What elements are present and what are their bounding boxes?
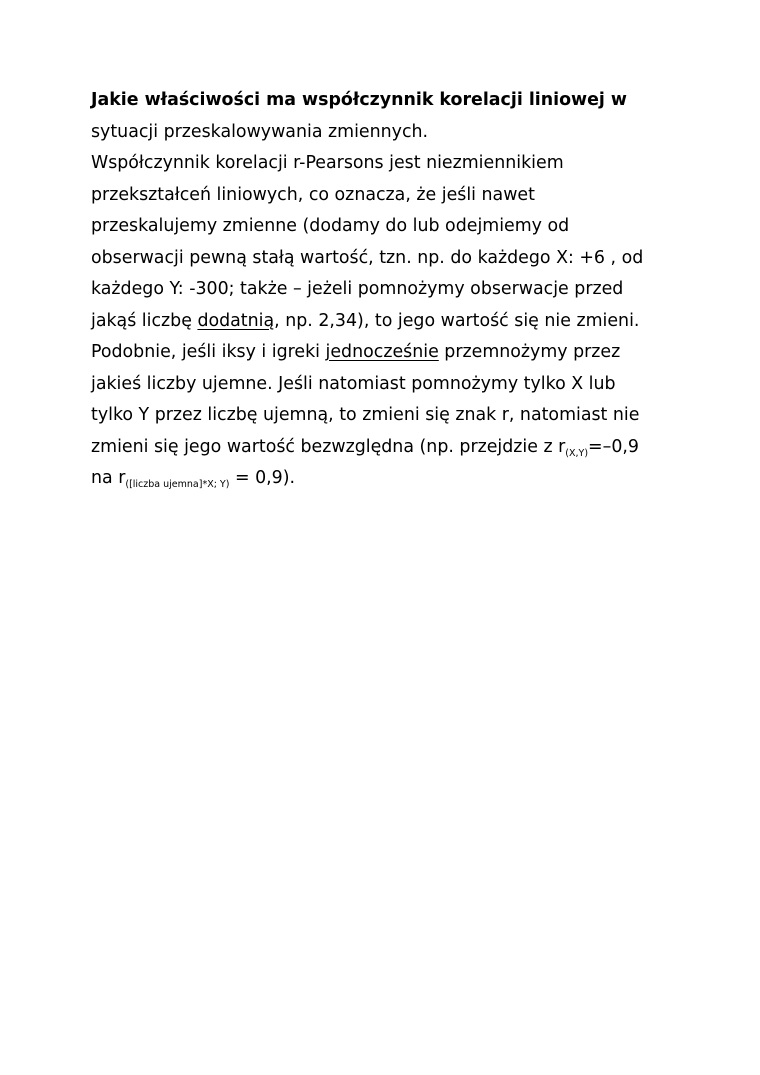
answer-line: tylko Y przez liczbę ujemną, to zmieni się znak r, natomiast nie xyxy=(91,405,640,425)
answer-text: =–0,9 xyxy=(588,436,639,457)
document-body xyxy=(91,85,691,495)
question-heading-continuation: sytuacji przeskalowywania zmiennych. xyxy=(91,121,429,142)
answer-line: jakieś liczby ujemne. Jeśli natomiast pomnożymy tylko X lub xyxy=(91,373,616,394)
answer-text: przemnożymy przez xyxy=(438,342,621,362)
answer-line xyxy=(91,463,691,495)
answer-text: na r xyxy=(91,468,126,488)
answer-text: zmieni się jego wartość bezwzględna (np. przejdzie z r xyxy=(91,436,566,457)
answer-line xyxy=(91,306,691,338)
answer-line: przeskalujemy zmienne (dodamy do lub odejmiemy od xyxy=(91,216,570,236)
answer-line xyxy=(91,432,691,464)
answer-line: Współczynnik korelacji r-Pearsons jest niezmiennikiem xyxy=(91,153,564,173)
answer-text: = 0,9). xyxy=(229,468,296,488)
subscript-negative-x-y: ([liczba ujemna]*X; Y) xyxy=(125,479,230,490)
question-heading: Jakie właściwości ma współczynnik korelacji liniowej w xyxy=(91,90,627,110)
answer-text: jakąś liczbę xyxy=(91,310,198,331)
underlined-term-positive: dodatnią xyxy=(197,310,275,331)
subscript-xy: (X,Y) xyxy=(565,447,589,459)
answer-line: każdego Y: -300; także – jeżeli pomnożymy obserwacje przed xyxy=(91,279,624,299)
answer-text: , np. 2,34), to jego wartość się nie zmieni. xyxy=(274,310,640,331)
underlined-term-simultaneously: jednocześnie xyxy=(325,342,439,362)
answer-text: Podobnie, jeśli iksy i igreki xyxy=(91,342,326,362)
answer-line: przekształceń liniowych, co oznacza, że jeśli nawet xyxy=(91,184,535,205)
answer-line xyxy=(91,337,691,369)
answer-line: obserwacji pewną stałą wartość, tzn. np. do każdego X: +6 , od xyxy=(91,247,644,268)
